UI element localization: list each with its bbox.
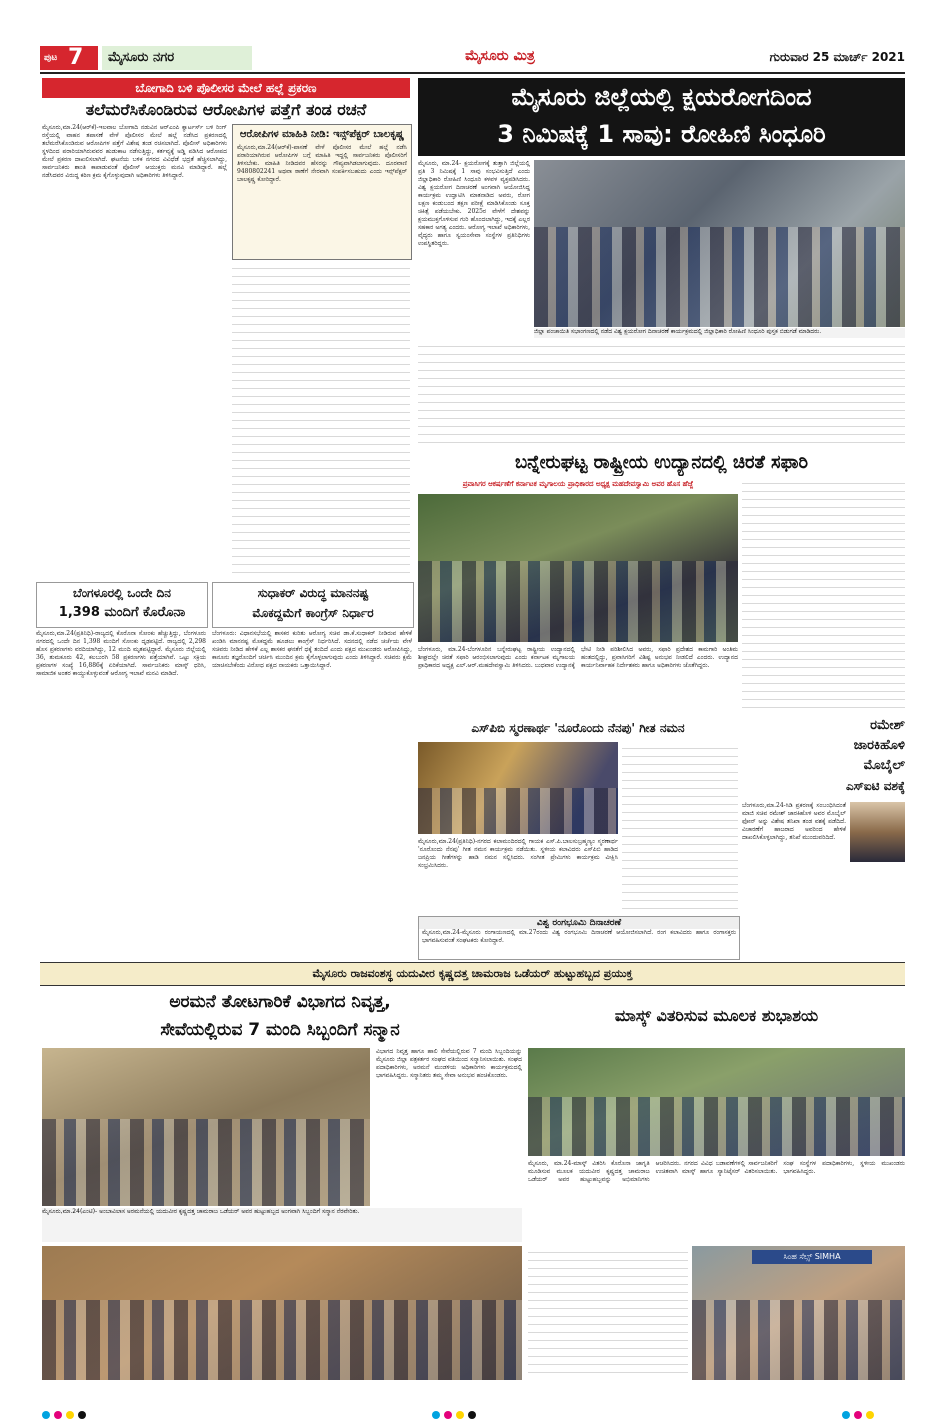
page-header (40, 46, 905, 74)
info-box-body: ಮೈಸೂರು,ಮಾ.24(ಆರ್‌ಕೆ)-ಪಾಸಣೆ ವೇಳೆ ಪೊಲೀಸರ ಮೇಲೆ ಹಲ್ಲೆ ನಡೆಸಿ ಪರಾರಿಯಾಗಿರುವ ಆರೋಪಿಗಳ ಬಗ್ಗೆ ಮಾಹಿತಿ ಇದ್ದಲ್ಲಿ ಸಾರ್ವಜನಿಕರು ಪೊಲೀಸರಿಗೆ ತಿಳಿಸಬೇಕು. ಮಾಹಿತಿ ನೀಡಿದವರ ಹೆಸರನ್ನು ಗೌಪ್ಯವಾಗಿಡಲಾಗುವುದು. ದೂರವಾಣಿ 9480802241 ಅಥವಾ ಠಾಣೆಗೆ ನೇರವಾಗಿ ಸಂಪರ್ಕಿಸಬಹುದು ಎಂದು ಇನ್ಸ್‌ಪೆಕ್ಟರ್ ಬಾಲಕೃಷ್ಣ ಕೋರಿದ್ದಾರೆ. (237, 144, 407, 183)
registration-dot-cyan (42, 1411, 50, 1419)
info-box-title: ಆರೋಪಿಗಳ ಮಾಹಿತಿ ನೀಡಿ: ಇನ್ಸ್‌ಪೆಕ್ಟರ್ ಬಾಲಕೃಷ್ಣ (239, 129, 405, 140)
palace-photo-1 (42, 1048, 370, 1206)
page-number: 7 (68, 45, 84, 70)
kicker-text: ಬೋಗಾದಿ ಬಳಿ ಪೊಲೀಸರ ಮೇಲೆ ಹಲ್ಲೆ ಪ್ರಕರಣ (135, 81, 317, 95)
banner-text: ಮೈಸೂರು ರಾಜವಂಶಸ್ಥ ಯದುವೀರ ಕೃಷ್ಣದತ್ತ ಚಾಮರಾಜ ಒಡೆಯರ್ ಹುಟ್ಟುಹಬ್ಬದ ಪ್ರಯುಕ್ತ (312, 967, 633, 980)
mask-photo-2 (692, 1246, 905, 1380)
ramesh-headline-line2: ಜಾರಕಿಹೊಳಿ (853, 738, 905, 753)
registration-marks-center (430, 1404, 550, 1414)
spb-body: ಮೈಸೂರು,ಮಾ.24(ಪ್ರತಿನಿಧಿ)-ನಗರದ ಕಲಾಮಂದಿರದಲ್ಲಿ ಗಾಯಕ ಎಸ್.ಪಿ.ಬಾಲಸುಬ್ರಹ್ಮಣ್ಯಂ ಸ್ಮರಣಾರ್ಥ 'ನೂರೊಂದು ನೆನಪು' ಗೀತ ನಮನ ಕಾರ್ಯಕ್ರಮ ನಡೆಯಿತು. ಸ್ಥಳೀಯ ಕಲಾವಿದರು ಎಸ್‌ಪಿಬಿ ಹಾಡಿದ ಜನಪ್ರಿಯ ಗೀತೆಗಳನ್ನು ಹಾಡಿ ನಮನ ಸಲ್ಲಿಸಿದರು. ಸಂಗೀತ ಪ್ರೇಮಿಗಳು ಕಾರ್ಯಕ್ರಮ ವೀಕ್ಷಿಸಿ ಸಂಭ್ರಮಿಸಿದರು. (418, 838, 618, 869)
ramesh-headline-line4: ಎಸ್‌ಐಟಿ ವಶಕ್ಕೆ (845, 779, 905, 793)
registration-dot-black (468, 1411, 476, 1419)
tb-headline-box (418, 78, 905, 156)
congress-body: ಬೆಂಗಳೂರು: ವಿಧಾನಸಭೆಯಲ್ಲಿ ಶಾಸಕರ ಕುರಿತು ಆರೋಗ್ಯ ಸಚಿವ ಡಾ.ಕೆ.ಸುಧಾಕರ್ ನೀಡಿರುವ ಹೇಳಿಕೆ ಖಂಡಿಸಿ ಮಾನನಷ್ಟ ಮೊಕದ್ದಮೆ ಹೂಡಲು ಕಾಂಗ್ರೆಸ್ ನಿರ್ಧರಿಸಿದೆ. ಸದನದಲ್ಲಿ ನಡೆದ ಚರ್ಚೆಯ ವೇಳೆ ಸಚಿವರು ನೀಡಿದ ಹೇಳಿಕೆ ಎಲ್ಲ ಶಾಸಕರ ಘನತೆಗೆ ಧಕ್ಕೆ ತಂದಿದೆ ಎಂದು ಪಕ್ಷದ ಮುಖಂಡರು ಆರೋಪಿಸಿದ್ದು, ಕಾನೂನು ತಜ್ಞರೊಂದಿಗೆ ಚರ್ಚಿಸಿ ಮುಂದಿನ ಕ್ರಮ ಕೈಗೊಳ್ಳಲಾಗುವುದು ಎಂದು ತಿಳಿಸಿದ್ದಾರೆ. ಸಚಿವರು ಕ್ಷಮೆ ಯಾಚಿಸಬೇಕೆಂದು ವಿರೋಧ ಪಕ್ಷದ ನಾಯಕರು ಒತ್ತಾಯಿಸಿದ್ದಾರೆ. (212, 630, 412, 669)
registration-dot-cyan (842, 1411, 850, 1419)
masthead: ಮೈಸೂರು ಮಿತ್ರ (465, 48, 535, 64)
section-name (102, 46, 252, 70)
spb-body-cont (622, 742, 738, 912)
congress-headline-line1: ಸುಧಾಕರ್ ವಿರುದ್ಧ ಮಾನನಷ್ಟ (257, 586, 369, 600)
registration-dot-yellow (66, 1411, 74, 1419)
story-headline-police: ತಲೆಮರೆಸಿಕೊಂಡಿರುವ ಆರೋಪಿಗಳ ಪತ್ತೆಗೆ ತಂಡ ರಚನೆ (85, 100, 367, 119)
shop-sign: ಸಿಂಹ ಸೆಲ್ಸ್ SIMHA (752, 1250, 872, 1264)
leopard-photo (418, 494, 738, 642)
palace-caption: ಮೈಸೂರು,ಮಾ.24(ಎಂಟಿ)- ಅಂಬಾವಿಲಾಸ ಅರಮನೆಯಲ್ಲಿ ಯದುವೀರ ಕೃಷ್ಣದತ್ತ ಚಾಮರಾಜ ಒಡೆಯರ್ ಅವರ ಹುಟ್ಟುಹಬ್ಬದ ಅಂಗವಾಗಿ ಸಿಬ್ಬಂದಿಗೆ ಸನ್ಮಾನ ನೆರವೇರಿತು. (42, 1208, 522, 1242)
tb-story-body: ಮೈಸೂರು, ಮಾ.24- ಕ್ಷಯರೋಗಕ್ಕೆ ತುತ್ತಾಗಿ ಜಿಲ್ಲೆಯಲ್ಲಿ ಪ್ರತಿ 3 ನಿಮಿಷಕ್ಕೆ 1 ಸಾವು ಸಂಭವಿಸುತ್ತಿದೆ ಎಂದು ಜಿಲ್ಲಾಧಿಕಾರಿ ರೋಹಿಣಿ ಸಿಂಧೂರಿ ಕಳವಳ ವ್ಯಕ್ತಪಡಿಸಿದರು. ವಿಶ್ವ ಕ್ಷಯರೋಗ ದಿನಾಚರಣೆ ಅಂಗವಾಗಿ ಆಯೋಜಿಸಿದ್ದ ಕಾರ್ಯಕ್ರಮ ಉದ್ಘಾಟಿಸಿ ಮಾತನಾಡಿದ ಅವರು, ರೋಗ ಲಕ್ಷಣ ಕಂಡುಬಂದ ತಕ್ಷಣ ಪರೀಕ್ಷೆ ಮಾಡಿಸಿಕೊಂಡು ಸೂಕ್ತ ಚಿಕಿತ್ಸೆ ಪಡೆಯಬೇಕು. 2025ರ ವೇಳೆಗೆ ದೇಶವನ್ನು ಕ್ಷಯಮುಕ್ತಗೊಳಿಸುವ ಗುರಿ ಹೊಂದಲಾಗಿದ್ದು, ಇದಕ್ಕೆ ಎಲ್ಲರ ಸಹಕಾರ ಅಗತ್ಯ ಎಂದರು. ಆರೋಗ್ಯ ಇಲಾಖೆ ಅಧಿಕಾರಿಗಳು, ವೈದ್ಯರು ಹಾಗೂ ಸ್ವಯಂಸೇವಾ ಸಂಸ್ಥೆಗಳ ಪ್ರತಿನಿಧಿಗಳು ಉಪಸ್ಥಿತರಿದ್ದರು. (418, 160, 530, 247)
mask-body-cont (528, 1246, 688, 1380)
section-label: ಮೈಸೂರು ನಗರ (108, 50, 175, 65)
spb-headline: ಎಸ್‌ಪಿಬಿ ಸ್ಮರಣಾರ್ಥ 'ನೂರೊಂದು ನೆನಪು' ಗೀತ ನಮನ (471, 721, 685, 735)
mask-headline: ಮಾಸ್ಕ್ ವಿತರಿಸುವ ಮೂಲಕ ಶುಭಾಶಯ (614, 1006, 819, 1025)
theatre-box (418, 916, 740, 960)
congress-headline-box (212, 582, 414, 628)
info-box (232, 124, 412, 260)
corona-headline-box (36, 582, 208, 628)
leopard-body-cont (742, 477, 905, 712)
page-number-badge (40, 46, 98, 70)
tb-story-body-cont (418, 340, 905, 446)
corona-headline-line2: 1,398 ಮಂದಿಗೆ ಕೊರೊನಾ (58, 605, 186, 620)
theatre-title: ವಿಶ್ವ ರಂಗಭೂಮಿ ದಿನಾಚರಣೆ (419, 917, 739, 929)
spb-photo (418, 742, 618, 834)
mask-body: ಮೈಸೂರು, ಮಾ.24-ಮಾಸ್ಕ್ ವಿತರಿಸಿ ಕೊರೊನಾ ಜಾಗೃತಿ ಮೂಡಿಸುವ ಮೂಲಕ ಯದುವೀರ ಕೃಷ್ಣದತ್ತ ಚಾಮರಾಜ ಒಡೆಯರ್ ಅವರ ಹುಟ್ಟುಹಬ್ಬವನ್ನು ಅಭಿಮಾನಿಗಳು ಆಚರಿಸಿದರು. ನಗರದ ವಿವಿಧ ಬಡಾವಣೆಗಳಲ್ಲಿ ಸಾರ್ವಜನಿಕರಿಗೆ ಉಚಿತವಾಗಿ ಮಾಸ್ಕ್ ಹಾಗೂ ಸ್ಯಾನಿಟೈಸರ್ ವಿತರಿಸಲಾಯಿತು. ಸಂಘ ಸಂಸ್ಥೆಗಳ ಪದಾಧಿಕಾರಿಗಳು, ಸ್ಥಳೀಯ ಮುಖಂಡರು ಭಾಗವಹಿಸಿದ್ದರು. (528, 1160, 905, 1183)
registration-dot-yellow (866, 1411, 874, 1419)
ramesh-headline-line3: ಮೊಬೈಲ್ (863, 758, 905, 773)
ramesh-headline-box (742, 716, 905, 798)
palace-headline-line2: ಸೇವೆಯಲ್ಲಿರುವ 7 ಮಂದಿ ಸಿಬ್ಬಂದಿಗೆ ಸನ್ಮಾನ (160, 1020, 400, 1040)
ramesh-headline-line1: ರಮೇಶ್ (870, 718, 905, 733)
theatre-body: ಮೈಸೂರು,ಮಾ.24-ಮೈಸೂರು ರಂಗಾಯಣದಲ್ಲಿ ಮಾ.27ರಂದು ವಿಶ್ವ ರಂಗಭೂಮಿ ದಿನಾಚರಣೆ ಆಯೋಜಿಸಲಾಗಿದೆ. ರಂಗ ಕಲಾವಿದರು ಹಾಗೂ ರಂಗಾಸಕ್ತರು ಭಾಗವಹಿಸುವಂತೆ ಸಂಘಟಕರು ಕೋರಿದ್ದಾರೆ. (422, 929, 736, 944)
story-body-police-cont (232, 262, 410, 574)
registration-dot-black (78, 1411, 86, 1419)
registration-dot-magenta (854, 1411, 862, 1419)
palace-body: ವಿಭಾಗದ ನಿವೃತ್ತ ಹಾಗೂ ಹಾಲಿ ಸೇವೆಯಲ್ಲಿರುವ 7 ಮಂದಿ ಸಿಬ್ಬಂದಿಯನ್ನು ಮೈಸೂರು ಜಿಲ್ಲಾ ಪತ್ರಕರ್ತರ ಸಂಘದ ವತಿಯಿಂದ ಸನ್ಮಾನಿಸಲಾಯಿತು. ಸಂಘದ ಪದಾಧಿಕಾರಿಗಳು, ಅರಮನೆ ಮಂಡಳಿಯ ಅಧಿಕಾರಿಗಳು ಕಾರ್ಯಕ್ರಮದಲ್ಲಿ ಭಾಗವಹಿಸಿದ್ದರು. ಸನ್ಮಾನಿತರು ತಮ್ಮ ಸೇವಾ ಅನುಭವ ಹಂಚಿಕೊಂಡರು. (376, 1048, 522, 1079)
registration-marks-right (840, 1404, 910, 1414)
registration-dot-cyan (432, 1411, 440, 1419)
leopard-headline: ಬನ್ನೇರುಘಟ್ಟ ರಾಷ್ಟ್ರೀಯ ಉದ್ಯಾನದಲ್ಲಿ ಚಿರತೆ ಸಫಾರಿ (514, 452, 809, 473)
registration-dot-magenta (444, 1411, 452, 1419)
tb-headline-line2: 3 ನಿಮಿಷಕ್ಕೆ 1 ಸಾವು: ರೋಹಿಣಿ ಸಿಂಧೂರಿ (497, 120, 826, 148)
leopard-subhead: ಪ್ರವಾಸಿಗರ ಆಕರ್ಷಣೆಗೆ ಕರ್ನಾಟಕ ಮೃಗಾಲಯ ಪ್ರಾಧಿಕಾರದ ಅಧ್ಯಕ್ಷ ಮಹದೇವಸ್ವಾಮಿ ಅವರ ಹೊಸ ಹೆಜ್ಜೆ (462, 480, 694, 488)
tb-event-photo (534, 160, 905, 327)
ramesh-portrait (850, 802, 905, 862)
palace-headline-line1: ಅರಮನೆ ತೋಟಗಾರಿಕೆ ವಿಭಾಗದ ನಿವೃತ್ತ, (169, 992, 391, 1012)
issue-date: ಗುರುವಾರ 25 ಮಾರ್ಚ್ 2021 (769, 50, 905, 64)
birthday-banner (40, 962, 905, 986)
kicker (42, 78, 410, 98)
congress-headline-line2: ಮೊಕದ್ದಮೆಗೆ ಕಾಂಗ್ರೆಸ್ ನಿರ್ಧಾರ (252, 606, 374, 620)
ramesh-body: ಬೆಂಗಳೂರು,ಮಾ.24-ಸಿಡಿ ಪ್ರಕರಣಕ್ಕೆ ಸಂಬಂಧಿಸಿದಂತೆ ಮಾಜಿ ಸಚಿವ ರಮೇಶ್ ಜಾರಕಿಹೊಳಿ ಅವರ ಮೊಬೈಲ್ ಫೋನ್ ಅನ್ನು ವಿಶೇಷ ತನಿಖಾ ತಂಡ ವಶಕ್ಕೆ ಪಡೆದಿದೆ. ವಿಚಾರಣೆಗೆ ಹಾಜರಾದ ಅವರಿಂದ ಹೇಳಿಕೆ ದಾಖಲಿಸಿಕೊಳ್ಳಲಾಗಿದ್ದು, ತನಿಖೆ ಮುಂದುವರಿದಿದೆ. (742, 802, 846, 841)
page-label: ಪುಟ (44, 53, 58, 63)
corona-headline-line1: ಬೆಂಗಳೂರಲ್ಲಿ ಒಂದೇ ದಿನ (73, 586, 171, 600)
mask-photo-1 (528, 1048, 905, 1156)
registration-dot-yellow (456, 1411, 464, 1419)
tb-headline-line1: ಮೈಸೂರು ಜಿಲ್ಲೆಯಲ್ಲಿ ಕ್ಷಯರೋಗದಿಂದ (511, 83, 812, 111)
palace-photo-2 (42, 1246, 522, 1380)
leopard-body: ಬೆಂಗಳೂರು, ಮಾ.24-ಬೆಂಗಳೂರಿನ ಬನ್ನೇರುಘಟ್ಟ ರಾಷ್ಟ್ರೀಯ ಉದ್ಯಾನದಲ್ಲಿ ಶೀಘ್ರದಲ್ಲೇ ಚಿರತೆ ಸಫಾರಿ ಆರಂಭಿಸಲಾಗುವುದು ಎಂದು ಕರ್ನಾಟಕ ಮೃಗಾಲಯ ಪ್ರಾಧಿಕಾರದ ಅಧ್ಯಕ್ಷ ಎಲ್.ಆರ್.ಮಹದೇವಸ್ವಾಮಿ ತಿಳಿಸಿದರು. ಬುಧವಾರ ಉದ್ಯಾನಕ್ಕೆ ಭೇಟಿ ನೀಡಿ ಪರಿಶೀಲಿಸಿದ ಅವರು, ಸಫಾರಿ ಪ್ರದೇಶದ ಕಾಮಗಾರಿ ಅಂತಿಮ ಹಂತದಲ್ಲಿದ್ದು, ಪ್ರವಾಸಿಗರಿಗೆ ವಿಶಿಷ್ಟ ಅನುಭವ ನೀಡಲಿದೆ ಎಂದರು. ಉದ್ಯಾನದ ಕಾರ್ಯನಿರ್ವಾಹಕ ನಿರ್ದೇಶಕರು ಹಾಗೂ ಅಧಿಕಾರಿಗಳು ಜೊತೆಗಿದ್ದರು. (418, 646, 738, 669)
story-body-police: ಮೈಸೂರು,ಮಾ.24(ಆರ್‌ಕೆ)-ಇಲವಾಲ ಬೋಗಾದಿ ನಡುವಿನ ಆರ್‌ಎಂಪಿ ಕ್ವಾರ್ಟರ್ಸ್ ಬಳಿ ರಿಂಗ್ ರಸ್ತೆಯಲ್ಲಿ ವಾಹನ ತಪಾಸಣೆ ವೇಳೆ ಪೊಲೀಸರ ಮೇಲೆ ಹಲ್ಲೆ ನಡೆಸಿದ ಪ್ರಕರಣದಲ್ಲಿ ತಲೆಮರೆಸಿಕೊಂಡಿರುವ ಆರೋಪಿಗಳ ಪತ್ತೆಗೆ ವಿಶೇಷ ತಂಡ ರಚಿಸಲಾಗಿದೆ. ಪೊಲೀಸ್ ಅಧಿಕಾರಿಗಳು ಸ್ಥಳದಿಂದ ಪರಾರಿಯಾಗಿರುವವರ ಹುಡುಕಾಟ ನಡೆಸುತ್ತಿದ್ದು, ಕರ್ತವ್ಯಕ್ಕೆ ಅಡ್ಡಿ ಪಡಿಸಿದ ಆರೋಪದ ಮೇಲೆ ಪ್ರಕರಣ ದಾಖಲಿಸಲಾಗಿದೆ. ಘಟನೆಯ ಬಳಿಕ ನಗರದ ವಿವಿಧೆಡೆ ಭದ್ರತೆ ಹೆಚ್ಚಿಸಲಾಗಿದ್ದು, ಸಾರ್ವಜನಿಕರು ಶಾಂತಿ ಕಾಪಾಡುವಂತೆ ಪೊಲೀಸ್ ಆಯುಕ್ತರು ಮನವಿ ಮಾಡಿದ್ದಾರೆ. ಹಲ್ಲೆ ನಡೆಸಿದವರ ವಿರುದ್ಧ ಕಠಿಣ ಕ್ರಮ ಕೈಗೊಳ್ಳುವುದಾಗಿ ಅಧಿಕಾರಿಗಳು ತಿಳಿಸಿದ್ದಾರೆ. (42, 124, 227, 179)
corona-body: ಮೈಸೂರು,ಮಾ.24(ಪ್ರತಿನಿಧಿ)-ರಾಜ್ಯದಲ್ಲಿ ಕೊರೊನಾ ಸೋಂಕು ಹೆಚ್ಚುತ್ತಿದ್ದು, ಬೆಂಗಳೂರು ನಗರದಲ್ಲಿ ಒಂದೇ ದಿನ 1,398 ಮಂದಿಗೆ ಸೋಂಕು ದೃಢಪಟ್ಟಿದೆ. ರಾಜ್ಯದಲ್ಲಿ 2,298 ಹೊಸ ಪ್ರಕರಣಗಳು ವರದಿಯಾಗಿದ್ದು, 12 ಮಂದಿ ಮೃತಪಟ್ಟಿದ್ದಾರೆ. ಮೈಸೂರು ಜಿಲ್ಲೆಯಲ್ಲಿ 36, ತುಮಕೂರು 42, ಕಲಬುರಗಿ 58 ಪ್ರಕರಣಗಳು ಪತ್ತೆಯಾಗಿವೆ. ಒಟ್ಟು ಸಕ್ರಿಯ ಪ್ರಕರಣಗಳ ಸಂಖ್ಯೆ 16,886ಕ್ಕೆ ಏರಿಕೆಯಾಗಿದೆ. ಸಾರ್ವಜನಿಕರು ಮಾಸ್ಕ್ ಧರಿಸಿ, ಸಾಮಾಜಿಕ ಅಂತರ ಕಾಯ್ದುಕೊಳ್ಳುವಂತೆ ಆರೋಗ್ಯ ಇಲಾಖೆ ಮನವಿ ಮಾಡಿದೆ. (36, 630, 206, 677)
registration-dot-magenta (54, 1411, 62, 1419)
tb-photo-caption: ಜಿಲ್ಲಾ ಪಂಚಾಯಿತಿ ಸಭಾಂಗಣದಲ್ಲಿ ನಡೆದ ವಿಶ್ವ ಕ್ಷಯರೋಗ ದಿನಾಚರಣೆ ಕಾರ್ಯಕ್ರಮದಲ್ಲಿ ಜಿಲ್ಲಾಧಿಕಾರಿ ರೋಹಿಣಿ ಸಿಂಧೂರಿ ಪುಸ್ತಕ ಬಿಡುಗಡೆ ಮಾಡಿದರು. (534, 328, 905, 338)
registration-marks-left (40, 1404, 160, 1414)
